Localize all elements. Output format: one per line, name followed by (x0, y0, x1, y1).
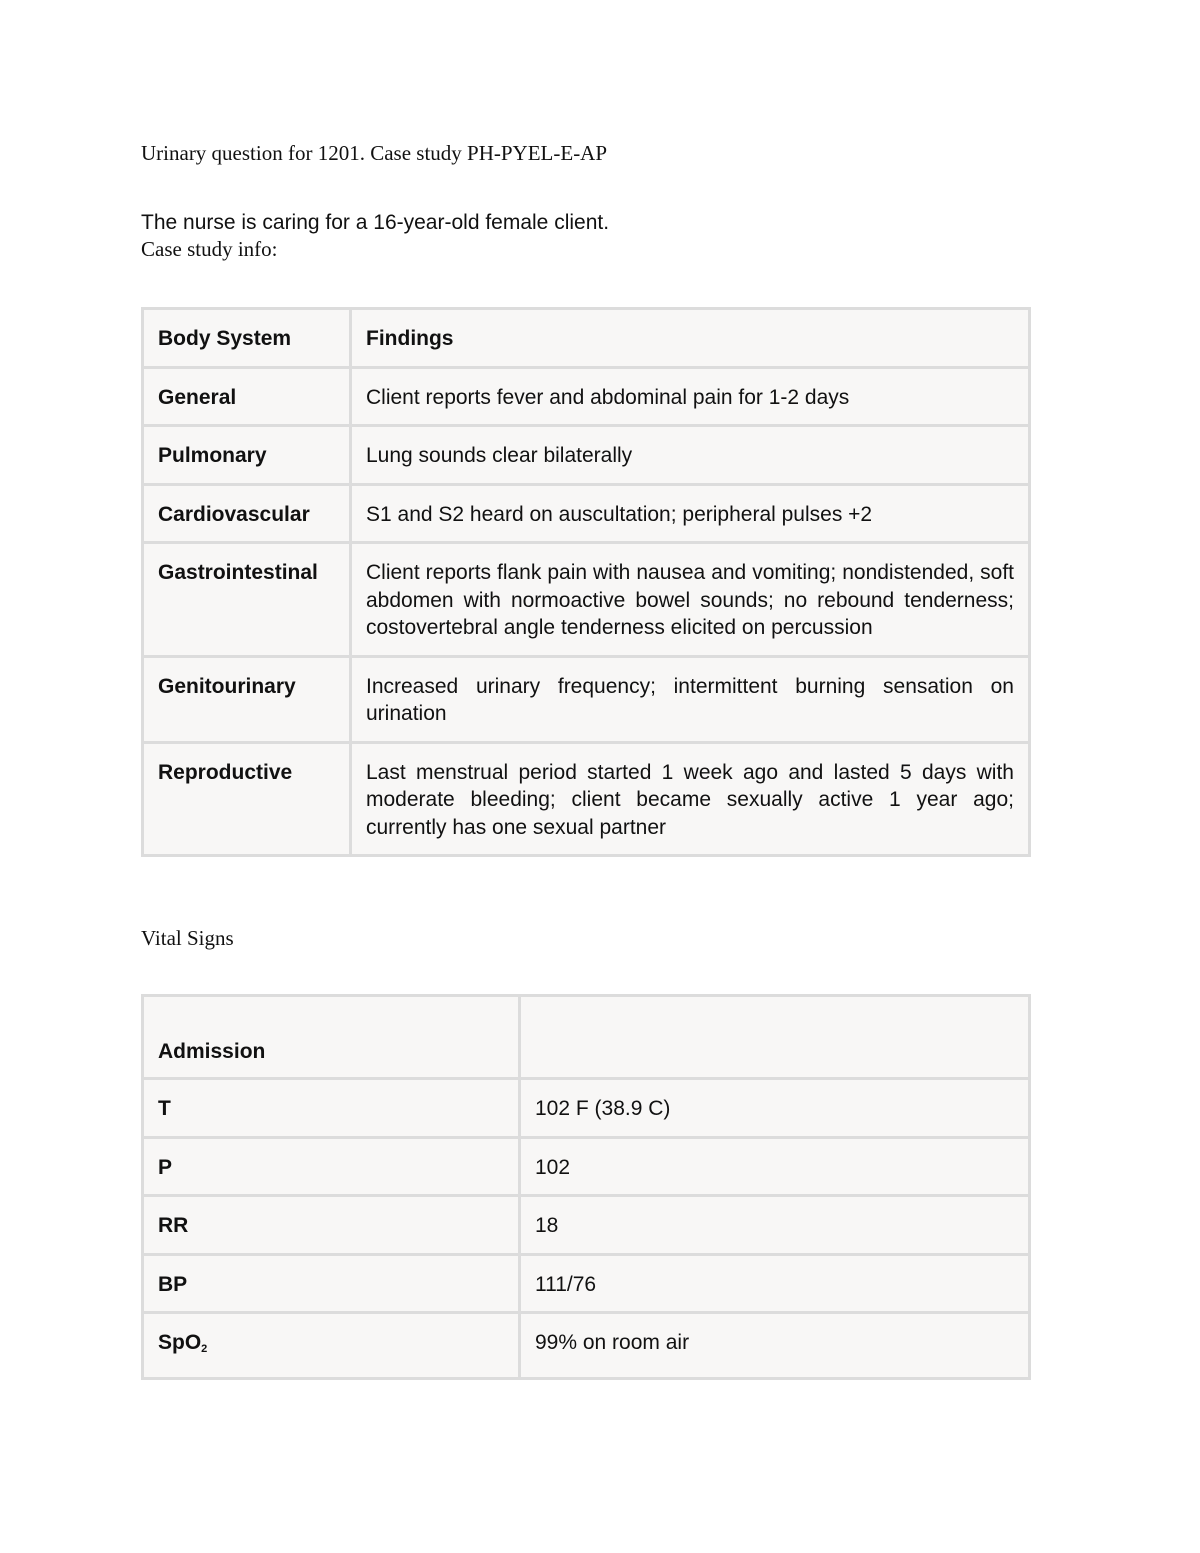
admission-label: Admission (143, 996, 520, 1079)
document-page (141, 140, 1028, 1380)
table-row (143, 656, 1030, 742)
admission-value (520, 996, 1030, 1079)
vital-value-blood-pressure: 111/76 (520, 1254, 1030, 1313)
findings-cell: Client reports fever and abdominal pain for 1-2 days (351, 367, 1030, 426)
vital-value-spo2: 99% on room air (520, 1313, 1030, 1379)
vital-value-temperature: 102 F (38.9 C) (520, 1079, 1030, 1138)
table-row (143, 484, 1030, 543)
table-row (143, 742, 1030, 856)
table-row (143, 1137, 1030, 1196)
body-system-cell: Reproductive (143, 742, 351, 856)
table-row (143, 367, 1030, 426)
vital-signs-title: Vital Signs (141, 926, 234, 950)
header-findings: Findings (351, 309, 1030, 368)
vital-label-respiratory-rate: RR (143, 1196, 520, 1255)
table-row (143, 426, 1030, 485)
vital-label-pulse: P (143, 1137, 520, 1196)
intro-text: The nurse is caring for a 16-year-old female client. (141, 211, 610, 234)
vital-value-respiratory-rate: 18 (520, 1196, 1030, 1255)
spo2-label-text: SpO (158, 1331, 202, 1354)
table-row (143, 1196, 1030, 1255)
findings-header-row (143, 309, 1030, 368)
findings-cell: Client reports flank pain with nausea and vomiting; nondistended, soft abdomen with normoactive bowel sounds; no rebound tenderness; costovertebral angle tenderness elicited on percussion (351, 543, 1030, 657)
vital-label-spo2 (143, 1313, 520, 1379)
body-system-cell: Gastrointestinal (143, 543, 351, 657)
body-system-cell: Cardiovascular (143, 484, 351, 543)
body-system-cell: General (143, 367, 351, 426)
findings-cell: Increased urinary frequency; intermittent burning sensation on urination (351, 656, 1030, 742)
vital-signs-table (141, 994, 1031, 1380)
header-body-system: Body System (143, 309, 351, 368)
findings-table (141, 307, 1031, 857)
vital-label-temperature: T (143, 1079, 520, 1138)
admission-header-row (143, 996, 1030, 1079)
body-system-cell: Genitourinary (143, 656, 351, 742)
body-system-cell: Pulmonary (143, 426, 351, 485)
table-row (143, 1313, 1030, 1379)
table-row (143, 1254, 1030, 1313)
findings-cell: Lung sounds clear bilaterally (351, 426, 1030, 485)
vital-label-blood-pressure: BP (143, 1254, 520, 1313)
findings-cell: Last menstrual period started 1 week ago and lasted 5 days with moderate bleeding; client became sexually active 1 year ago; currently has one sexual partner (351, 742, 1030, 856)
intro-block (141, 209, 1028, 263)
findings-cell: S1 and S2 heard on auscultation; peripheral pulses +2 (351, 484, 1030, 543)
spo2-subscript: 2 (201, 1343, 208, 1355)
vital-value-pulse: 102 (520, 1137, 1030, 1196)
document-title: Urinary question for 1201. Case study PH-PYEL-E-AP (141, 141, 608, 165)
case-info-label: Case study info: (141, 237, 278, 261)
table-row (143, 543, 1030, 657)
table-row (143, 1079, 1030, 1138)
